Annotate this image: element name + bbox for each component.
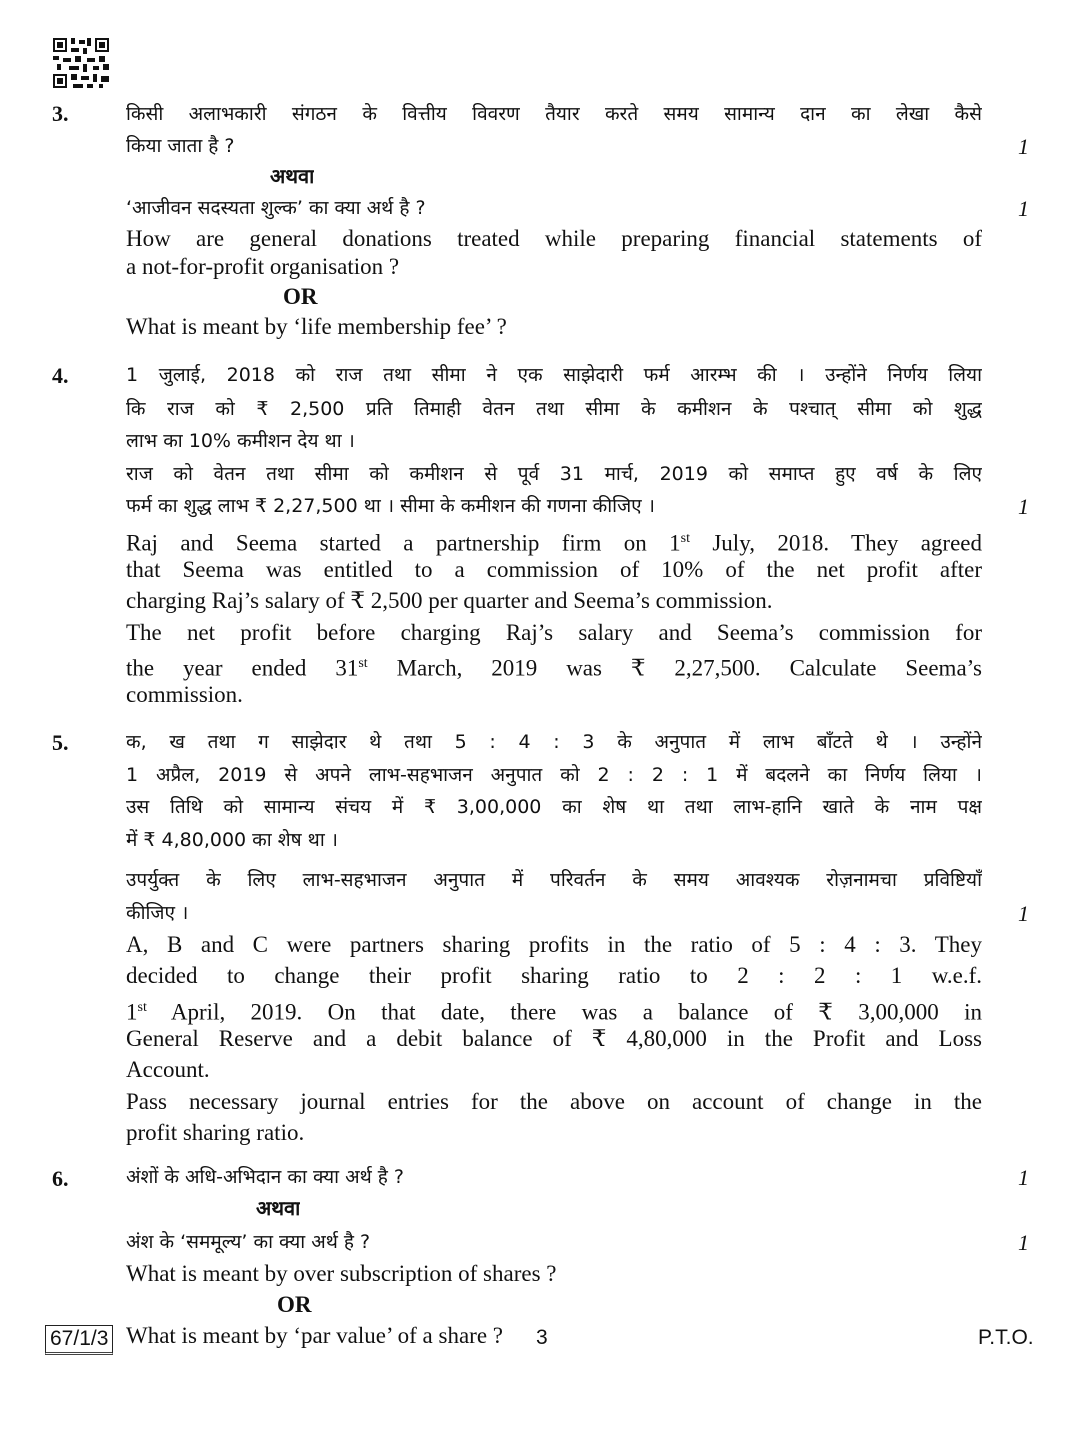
question-number-4: 4. [52,363,69,388]
q5-english-line-3: 1st April, 2019. On that date, there was a balance of ₹ 3,00,000 in [126,999,982,1025]
q4-hindi-line-1: 1 जुलाई, 2018 को राज तथा सीमा ने एक साझेदारी फर्म आरम्भ की । उन्होंने निर्णय लिया [126,364,982,386]
q4-english-line-2: that Seema was entitled to a commission of 10% of the net profit after [126,557,982,582]
q3-english-line-2: a not-for-profit organisation ? [126,254,400,279]
q4-hindi-line-3: लाभ का 10% कमीशन देय था । [126,430,355,452]
q3-english-line-1: How are general donations treated while preparing financial statements of [126,226,982,251]
q5-hindi-line-1: क, ख तथा ग साझेदार थे तथा 5 : 4 : 3 के अनुपात में लाभ बाँटते थे । उन्होंने [126,731,982,753]
q5-english-line-5: Account. [126,1057,210,1082]
q6-marks-2: 1 [1018,1230,1029,1255]
q3-hindi-line-3: ‘आजीवन सदस्यता शुल्क’ का क्या अर्थ है ? [126,197,426,219]
q3-or-hindi: अथवा [270,164,315,188]
q5-marks: 1 [1018,901,1029,926]
q5-english-line-4: General Reserve and a debit balance of ₹ 4,80,000 in the Profit and Loss [126,1026,982,1051]
q4-english-line-1: Raj and Seema started a partnership firm on 1st July, 2018. They agreed [126,530,982,556]
q5-english-line-1: A, B and C were partners sharing profits in the ratio of 5 : 4 : 3. They [126,932,982,957]
question-number-6: 6. [52,1166,69,1191]
q4-english-line-6: commission. [126,682,243,707]
q3-hindi-line-1: किसी अलाभकारी संगठन के वित्तीय विवरण तैयार करते समय सामान्य दान का लेखा कैसे [126,103,982,125]
question-number-5: 5. [52,730,69,755]
please-turn-over: P.T.O. [978,1326,1034,1349]
q6-english-line-1: What is meant by over subscription of shares ? [126,1261,557,1286]
q4-english-line-3: charging Raj’s salary of ₹ 2,500 per quarter and Seema’s commission. [126,588,773,613]
q3-or-english: OR [283,284,318,309]
q4-english-line-4: The net profit before charging Raj’s salary and Seema’s commission for [126,620,982,645]
page-number: 3 [536,1326,548,1349]
q3-marks-2: 1 [1018,196,1029,221]
q5-hindi-line-5: उपर्युक्त के लिए लाभ-सहभाजन अनुपात में परिवर्तन के समय आवश्यक रोज़नामचा प्रविष्टियाँ [126,869,982,891]
q6-or-english: OR [277,1292,312,1317]
q4-hindi-line-2: कि राज को ₹ 2,500 प्रति तिमाही वेतन तथा सीमा के कमीशन के पश्चात् सीमा को शुद्ध [126,398,982,420]
paper-code: 67/1/3 [45,1325,113,1355]
q6-marks-1: 1 [1018,1165,1029,1190]
q5-english-line-6: Pass necessary journal entries for the above on account of change in the [126,1089,982,1114]
q5-hindi-line-2: 1 अप्रैल, 2019 से अपने लाभ-सहभाजन अनुपात को 2 : 2 : 1 में बदलने का निर्णय लिया । [126,764,982,786]
q3-hindi-line-2: किया जाता है ? [126,135,235,157]
q4-hindi-line-5: फर्म का शुद्ध लाभ ₹ 2,27,500 था । सीमा के कमीशन की गणना कीजिए । [126,495,655,517]
q6-hindi-line-1: अंशों के अधि-अभिदान का क्या अर्थ है ? [126,1166,405,1188]
q5-hindi-line-4: में ₹ 4,80,000 का शेष था । [126,829,338,851]
q5-hindi-line-3: उस तिथि को सामान्य संचय में ₹ 3,00,000 का शेष था तथा लाभ-हानि खाते के नाम पक्ष [126,796,982,818]
q3-marks-1: 1 [1018,134,1029,159]
q5-hindi-line-6: कीजिए । [126,902,189,924]
qr-code-icon [53,38,109,88]
question-number-3: 3. [52,101,69,126]
q6-or-hindi: अथवा [256,1196,301,1220]
q3-english-line-3: What is meant by ‘life membership fee’ ? [126,314,507,339]
q5-english-line-7: profit sharing ratio. [126,1120,305,1145]
q6-english-line-2: What is meant by ‘par value’ of a share ? [126,1323,503,1348]
q4-hindi-line-4: राज को वेतन तथा सीमा को कमीशन से पूर्व 31 मार्च, 2019 को समाप्त हुए वर्ष के लिए [126,463,982,485]
q5-english-line-2: decided to change their profit sharing ratio to 2 : 2 : 1 w.e.f. [126,963,982,988]
q4-english-line-5: the year ended 31st March, 2019 was ₹ 2,27,500. Calculate Seema’s [126,655,982,681]
q4-marks: 1 [1018,494,1029,519]
q6-hindi-line-2: अंश के ‘सममूल्य’ का क्या अर्थ है ? [126,1231,371,1253]
